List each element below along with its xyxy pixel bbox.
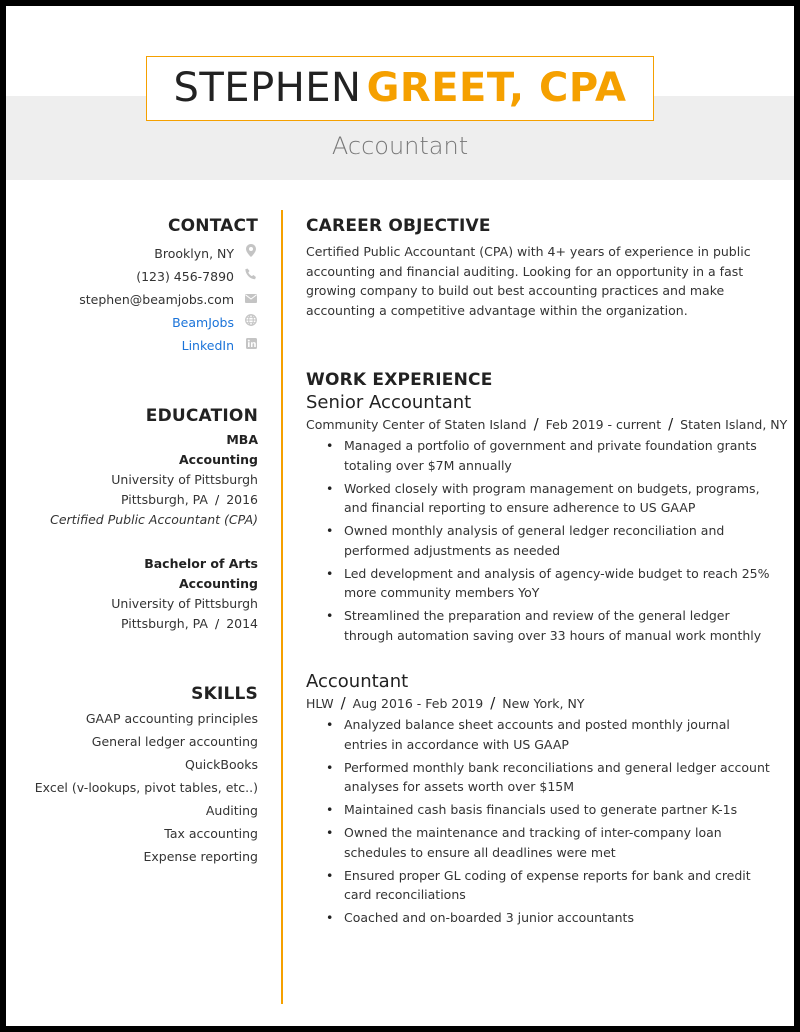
- skill-item: Auditing: [205, 803, 258, 818]
- job-bullets: [306, 715, 776, 928]
- skill-item: Expense reporting: [143, 849, 258, 864]
- job-bullets: [306, 436, 776, 645]
- job-meta: HLW / Aug 2016 - Feb 2019 / New York, NY: [306, 694, 585, 712]
- contact-email-label: stephen@beamjobs.com: [79, 292, 234, 307]
- globe-icon: [244, 311, 258, 334]
- skill-item: GAAP accounting principles: [85, 711, 258, 726]
- bullet-item: • Ensured proper GL coding of expense reports for bank and credit card reconciliations: [306, 866, 776, 905]
- skill-item: Tax accounting: [164, 826, 258, 841]
- location-year: Pittsburgh, PA / 2014: [121, 616, 258, 631]
- column-divider: [281, 210, 283, 1004]
- job-title: Accountant: [306, 671, 409, 692]
- field: Accounting: [179, 452, 258, 467]
- envelope-icon: [244, 288, 258, 311]
- bullet-item: • Managed a portfolio of government and private foundation grants totaling over $7M annually: [306, 436, 776, 475]
- location: Pittsburgh, PA: [121, 492, 208, 507]
- skills-heading: SKILLS: [191, 684, 258, 704]
- year: 2014: [226, 616, 258, 631]
- bullet-item: • Maintained cash basis financials used to generate partner K-1s: [306, 800, 776, 820]
- phone-icon: [244, 265, 258, 288]
- bullet-item: • Worked closely with program management on budgets, programs, and financial reporting to ensure adherence to US GAAP: [306, 479, 776, 518]
- job-location: New York, NY: [502, 696, 585, 711]
- first-name: STEPHEN: [173, 65, 362, 111]
- job-meta: Community Center of Staten Island / Feb 2019 - current / Staten Island, NY: [306, 415, 788, 433]
- job-title-subtitle: Accountant: [331, 132, 469, 160]
- skill-item: General ledger accounting: [91, 734, 258, 749]
- last-name: GREET, CPA: [366, 65, 627, 111]
- degree: Bachelor of Arts: [144, 556, 258, 571]
- field: Accounting: [179, 576, 258, 591]
- school: University of Pittsburgh: [111, 596, 258, 611]
- contact-location: [6, 241, 258, 264]
- bullet-item: • Streamlined the preparation and review of the general ledger through automation saving over 33 hours of manual work monthly: [306, 606, 776, 645]
- work-heading: WORK EXPERIENCE: [306, 370, 493, 390]
- skill-item: Excel (v-lookups, pivot tables, etc..): [34, 780, 258, 795]
- job-entry: [306, 392, 788, 645]
- contact-heading: CONTACT: [167, 216, 258, 236]
- linkedin-icon: [244, 334, 258, 357]
- contact-phone: [6, 264, 258, 287]
- linkedin-link[interactable]: LinkedIn: [181, 338, 234, 353]
- right-column: [306, 206, 788, 931]
- contact-email: [6, 287, 258, 310]
- contact-phone-label: (123) 456-7890: [136, 269, 234, 284]
- degree: MBA: [226, 432, 258, 447]
- location-year: Pittsburgh, PA / 2016: [121, 492, 258, 507]
- job-location: Staten Island, NY: [680, 417, 788, 432]
- bullet-item: • Led development and analysis of agency-wide budget to reach 25% more community members YoY: [306, 564, 776, 603]
- name-box: [146, 56, 654, 121]
- dates: Feb 2019 - current: [545, 417, 662, 432]
- company: HLW: [306, 696, 334, 711]
- company: Community Center of Staten Island: [306, 417, 527, 432]
- job-title: Senior Accountant: [306, 392, 472, 413]
- education-entry: [6, 554, 258, 634]
- job-entry: [306, 671, 776, 928]
- contact-linkedin[interactable]: [6, 333, 258, 356]
- school: University of Pittsburgh: [111, 472, 258, 487]
- left-column: [6, 206, 258, 868]
- skill-item: QuickBooks: [185, 757, 258, 772]
- dates: Aug 2016 - Feb 2019: [352, 696, 484, 711]
- location-pin-icon: [244, 242, 258, 265]
- bullet-item: • Coached and on-boarded 3 junior accountants: [306, 908, 776, 928]
- education-entry: [6, 430, 258, 530]
- contact-website[interactable]: [6, 310, 258, 333]
- certification: Certified Public Accountant (CPA): [50, 512, 258, 527]
- bullet-item: • Performed monthly bank reconciliations and general ledger account analyses for assets worth over $15M: [306, 758, 776, 797]
- education-heading: EDUCATION: [145, 406, 258, 426]
- objective-text: Certified Public Accountant (CPA) with 4+ years of experience in public accounting and financial auditing. Looking for an opportunity in a fast growing company to build out best accounting practices and make accounting a competitive advantage within the organization.: [306, 244, 751, 318]
- bullet-item: • Owned monthly analysis of general ledger reconciliation and performed adjustments as needed: [306, 521, 776, 560]
- bullet-item: • Analyzed balance sheet accounts and posted monthly journal entries in accordance with US GAAP: [306, 715, 776, 754]
- year: 2016: [226, 492, 258, 507]
- location: Pittsburgh, PA: [121, 616, 208, 631]
- objective-heading: CAREER OBJECTIVE: [306, 216, 491, 236]
- contact-location-label: Brooklyn, NY: [154, 246, 234, 261]
- bullet-item: • Owned the maintenance and tracking of inter-company loan schedules to ensure all deadlines were met: [306, 823, 776, 862]
- beamjobs-link[interactable]: BeamJobs: [172, 315, 234, 330]
- resume-page: [6, 6, 794, 1026]
